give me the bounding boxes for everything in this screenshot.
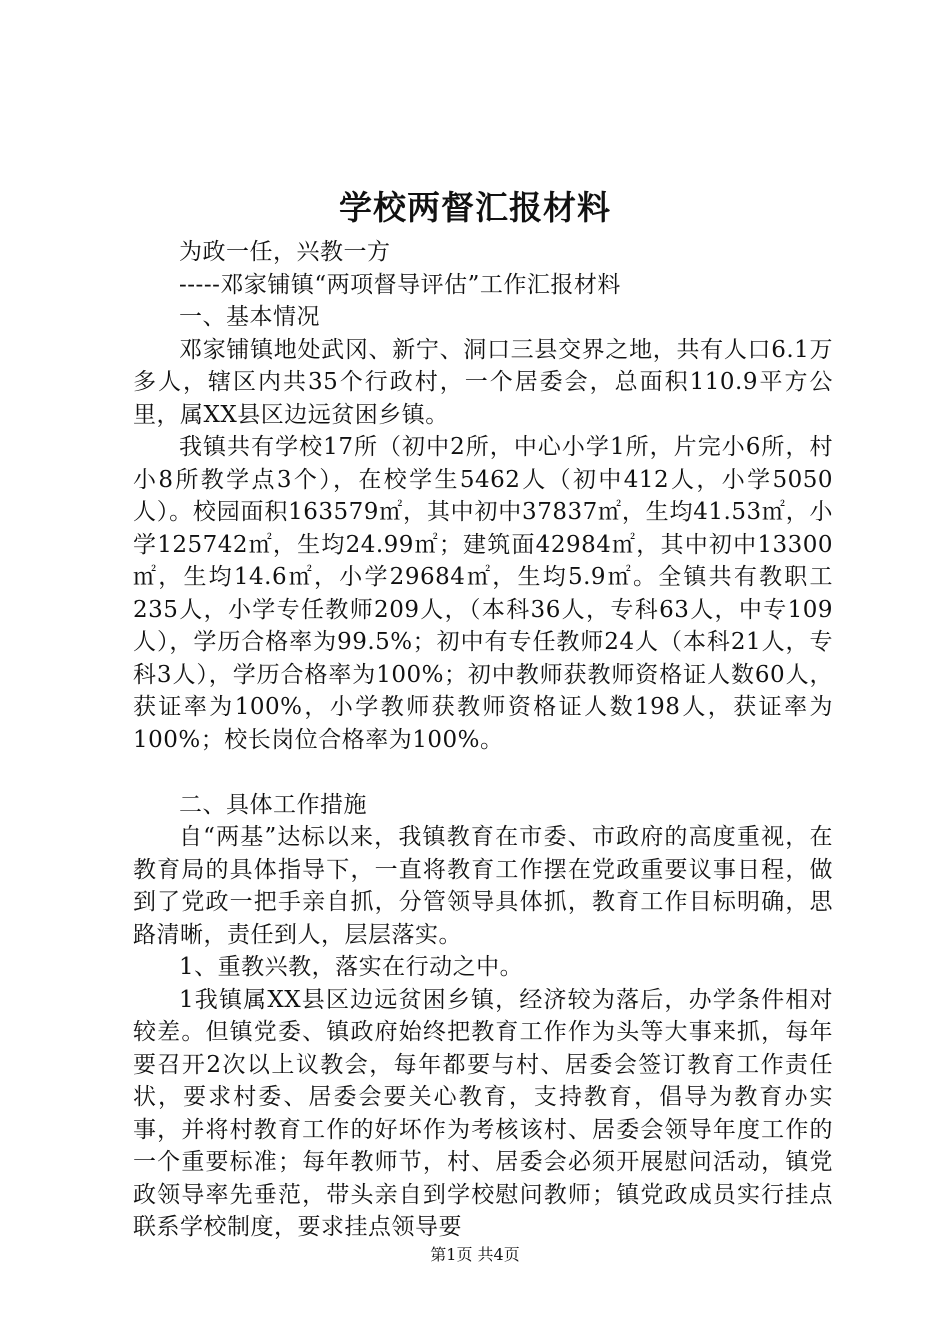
- paragraph-work-overview: 自“两基”达标以来，我镇教育在市委、市政府的高度重视，在教育局的具体指导下，一直将教育工作摆在党政重要议事日程，做到了党政一把手亲自抓，分管领导具体抓，教育工作目标明确，思路清晰，责任到人，层层落实。: [133, 824, 833, 948]
- page-footer: 第1页 共4页: [430, 1245, 520, 1264]
- section-heading-basic-situation: 一、基本情况: [179, 304, 320, 330]
- paragraph-party-committee-actions: 1我镇属XX县区边远贫困乡镇，经济较为落后，办学条件相对较差。但镇党委、镇政府始终把教育工作作为头等大事来抓，每年要召开2次以上议教会，每年都要与村、居委会签订教育工作责任状，要求村委、居委会要关心教育，支持教育，倡导为教育办实事，并将村教育工作的好坏作为考核该村、居委会领导年度工作的一个重要标准；每年教师节，村、居委会必须开展慰问活动，镇党政领导率先垂范，带头亲自到学校慰问教师；镇党政成员实行挂点联系学校制度，要求挂点领导要: [133, 986, 833, 1240]
- document-body: [133, 236, 833, 1244]
- paragraph-town-overview: 邓家铺镇地处武冈、新宁、洞口三县交界之地，共有人口6.1万多人，辖区内共35个行政村，一个居委会，总面积110.9平方公里，属XX县区边远贫困乡镇。: [133, 336, 833, 428]
- blank-line: [133, 756, 833, 789]
- subheading-emphasis-on-education: 1、重教兴教，落实在行动之中。: [179, 954, 524, 980]
- section-heading-work-measures: 二、具体工作措施: [179, 791, 367, 818]
- paragraph-school-statistics: 我镇共有学校17所（初中2所，中心小学1所，片完小6所，村小8所教学点3个），在校学生5462人（初中412人，小学5050人）。校园面积163579㎡，其中初中37837㎡，生均41.53㎡，小学125742㎡，生均24.99㎡；建筑面42984㎡，其中初中13300㎡，生均14.6㎡，小学29684㎡，生均5.9㎡。全镇共有教职工235人，小学专任教师209人，（本科36人，专科63人，中专109人），学历合格率为99.5%；初中有专任教师24人（本科21人，专科3人），学历合格率为100%；初中教师获教师资格证人数60人，获证率为100%，小学教师获教师资格证人数198人，获证率为100%；校长岗位合格率为100%。: [133, 434, 833, 753]
- document-title: 学校两督汇报材料: [339, 188, 611, 227]
- paragraph-subtitle: -----邓家铺镇“两项督导评估”工作汇报材料: [179, 271, 621, 298]
- paragraph-motto: 为政一任，兴教一方: [179, 239, 391, 265]
